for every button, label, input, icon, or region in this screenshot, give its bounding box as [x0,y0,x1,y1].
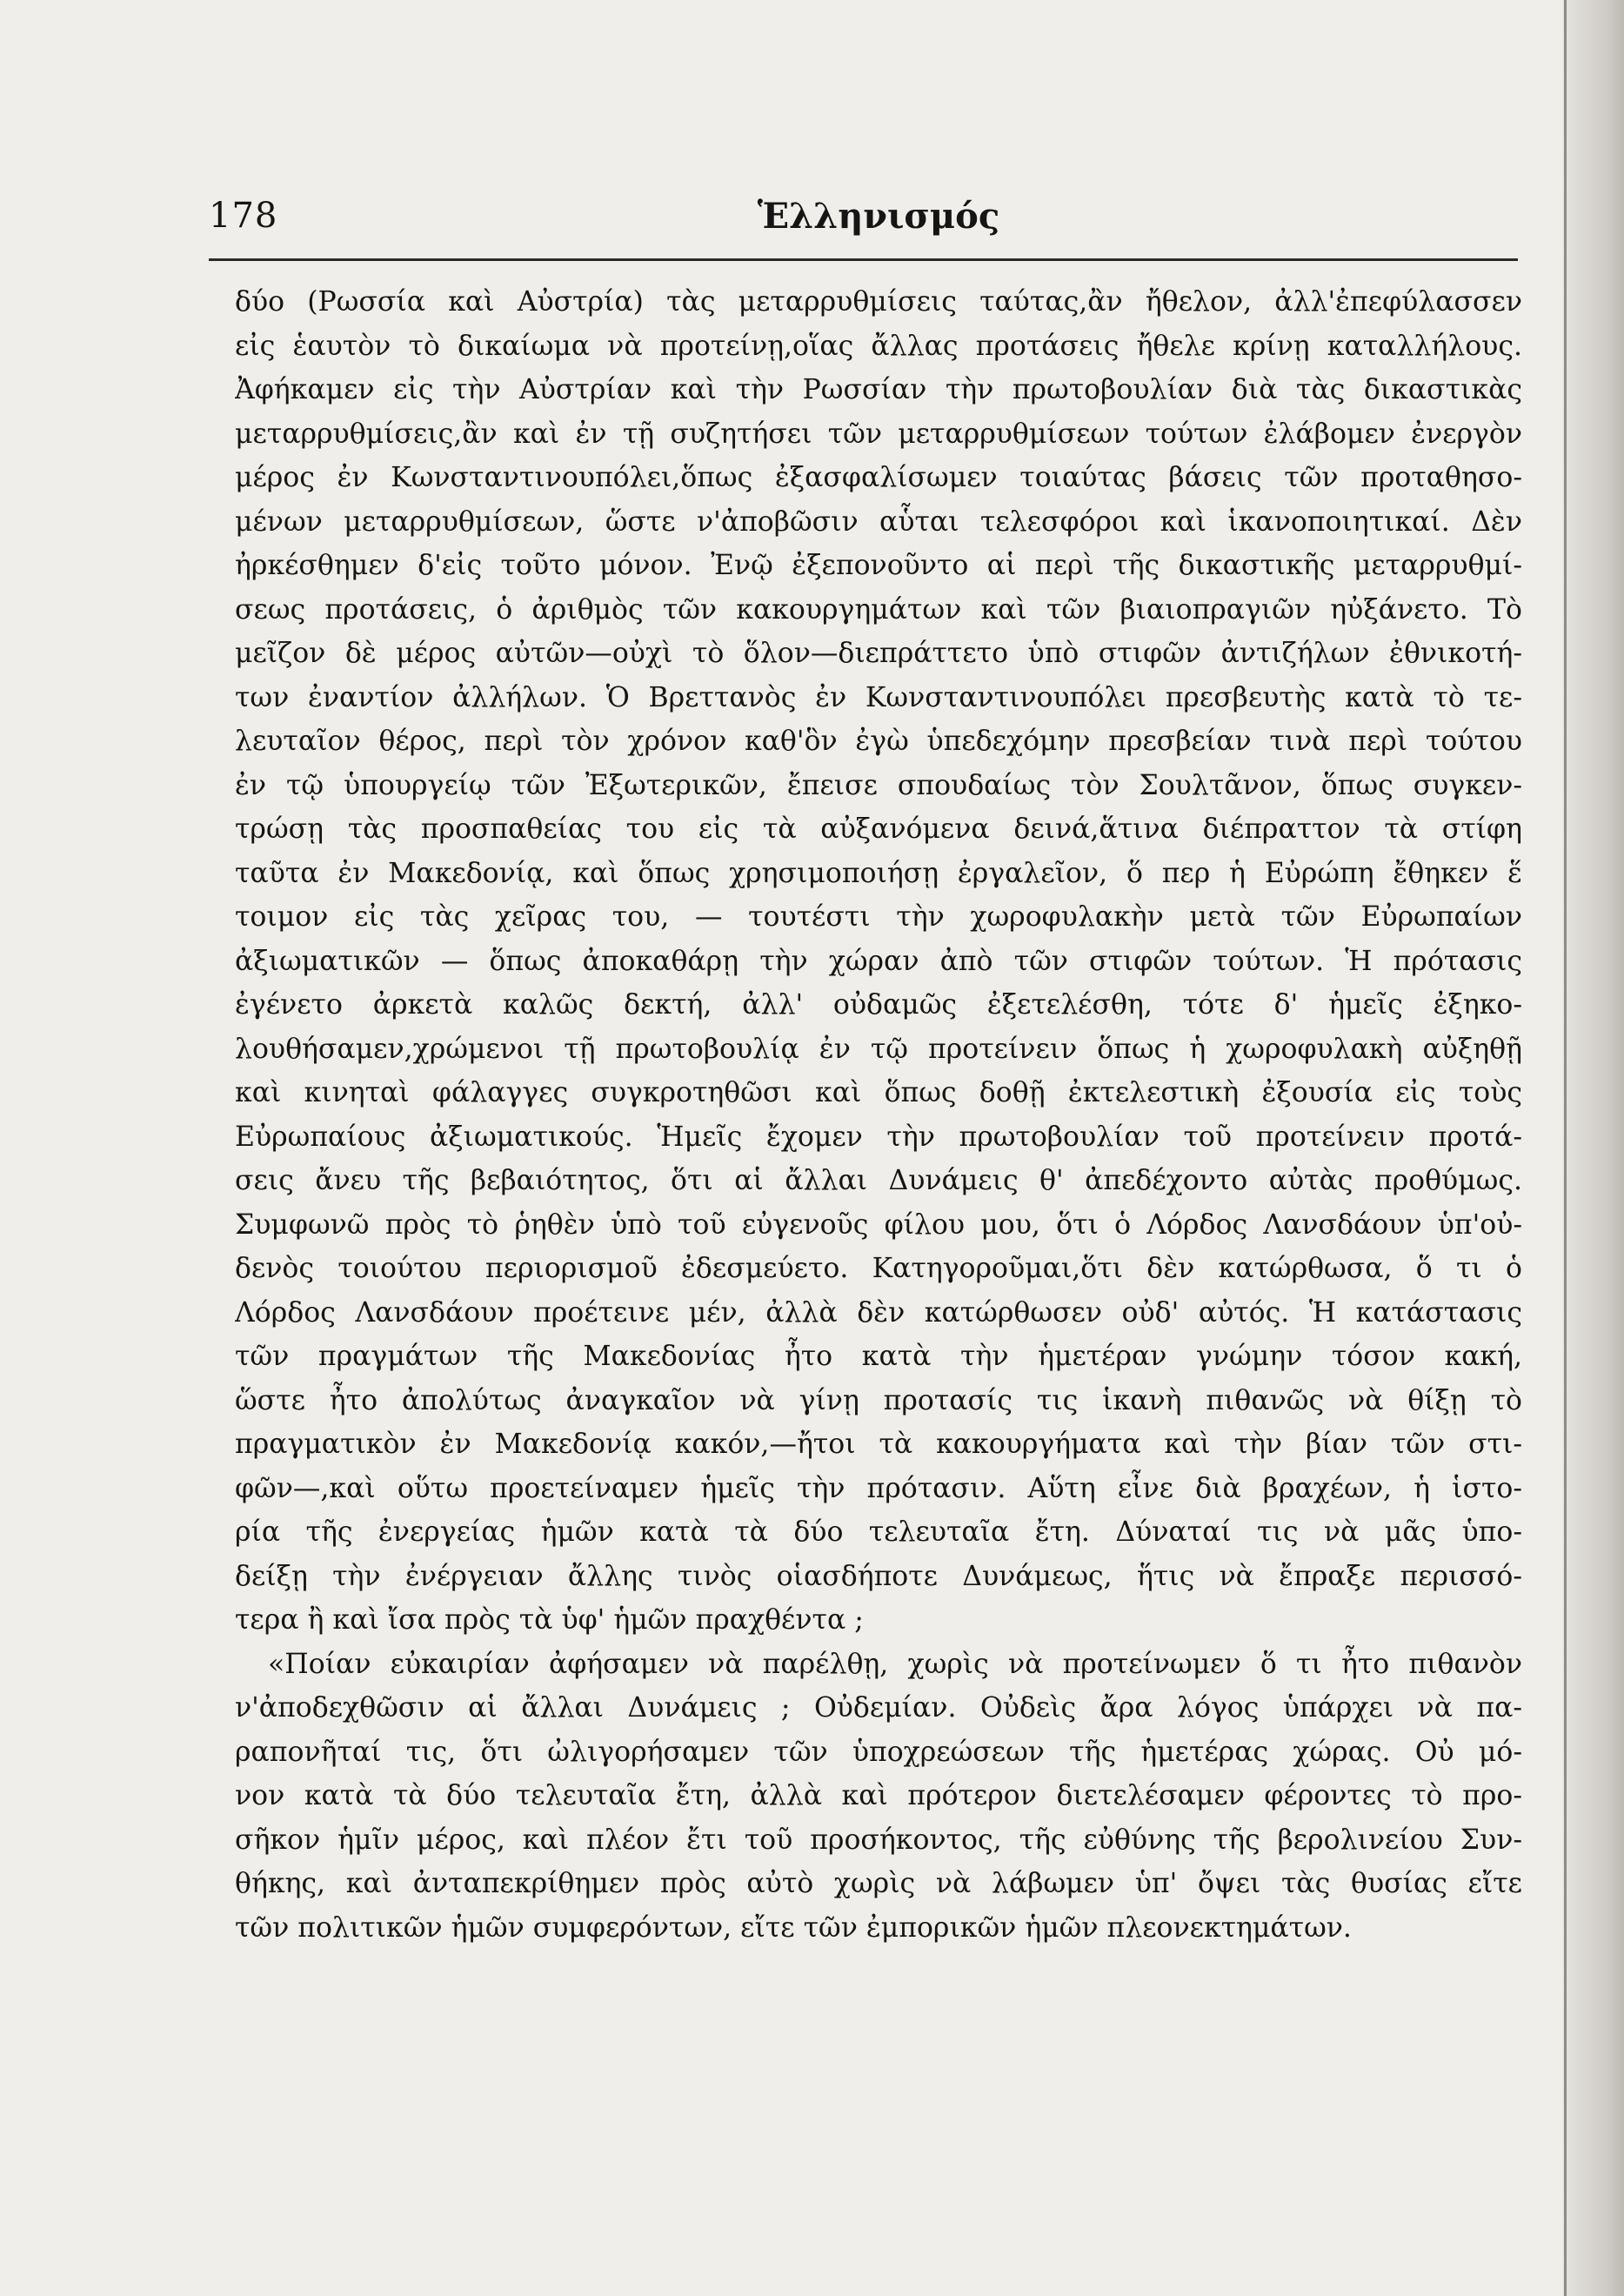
text-line: δενὸς τοιούτου περιορισμοῦ ἐδεσμεύετο. Κατηγοροῦμαι,ὅτι δὲν κατώρθωσα, ὅ τι ὁ [235,1253,1522,1284]
text-line: ἠρκέσθημεν δ'εἰς τοῦτο μόνον. Ἐνῷ ἐξεπονοῦντο αἱ περὶ τῆς δικαστικῆς μεταρρυθμί- [235,550,1522,581]
text-line: Λόρδος Λανσδάουν προέτεινε μέν, ἀλλὰ δὲν κατώρθωσεν οὐδ' αὐτός. Ἡ κατάστασις [235,1296,1522,1329]
page-edge-line [1564,0,1567,2296]
text-line: Συμφωνῶ πρὸς τὸ ῥηθὲν ὑπὸ τοῦ εὐγενοῦς φίλου μου, ὅτι ὁ Λόρδος Λανσδάουν ὑπ'οὐ- [235,1208,1522,1241]
text-line: μένων μεταρρυθμίσεων, ὥστε ν'ἀποβῶσιν αὗται τελεσφόροι καὶ ἱκανοποιητικαί. Δὲν [235,505,1522,538]
text-line: τῶν πολιτικῶν ἡμῶν συμφερόντων, εἴτε τῶν ἐμπορικῶν ἡμῶν πλεονεκτημάτων. [235,1911,1352,1944]
text-line: δείξῃ τὴν ἐνέργειαν ἄλλης τινὸς οἱασδήποτε Δυνάμεως, ἥτις νὰ ἔπραξε περισσό- [235,1560,1522,1592]
text-line: τρώσῃ τὰς προσπαθείας του εἰς τὰ αὐξανόμενα δεινά,ἅτινα διέπραττον τὰ στίφη [235,813,1522,845]
text-line: μέρος ἐν Κωνσταντινουπόλει,ὅπως ἐξασφαλίσωμεν τοιαύτας βάσεις τῶν προταθησο- [235,462,1522,493]
text-line: μεταρρυθμίσεις,ἂν καὶ ἐν τῇ συζητήσει τῶν μεταρρυθμίσεων τούτων ἐλάβομεν ἐνεργὸν [235,418,1522,450]
running-header [209,196,1514,248]
page-edge-shadow [1563,0,1624,2296]
text-line: καὶ κινηταὶ φάλαγγες συγκροτηθῶσι καὶ ὅπως δοθῇ ἐκτελεστικὴ ἐξουσία εἰς τοὺς [235,1077,1522,1108]
text-line: εἰς ἑαυτὸν τὸ δικαίωμα νὰ προτείνῃ,οἵας ἄλλας προτάσεις ἤθελε κρίνῃ καταλλήλους. [235,330,1522,362]
text-line: σῆκον ἡμῖν μέρος, καὶ πλέον ἔτι τοῦ προσήκοντος, τῆς εὐθύνης τῆς βερολινείου Συν- [235,1824,1522,1856]
page-number: 178 [209,196,278,236]
text-line: πραγματικὸν ἐν Μακεδονίᾳ κακόν,—ἤτοι τὰ κακουργήματα καὶ τὴν βίαν τῶν στι- [235,1429,1522,1460]
body-text [235,280,1522,1950]
text-line: ραπονῆταί τις, ὅτι ὠλιγορήσαμεν τῶν ὑποχρεώσεων τῆς ἡμετέρας χώρας. Οὐ μό- [235,1736,1522,1768]
text-line: λευταῖον θέρος, περὶ τὸν χρόνον καθ'ὃν ἐγὼ ὑπεδεχόμην πρεσβείαν τινὰ περὶ τούτου [235,726,1522,757]
text-line: τοιμον εἰς τὰς χεῖρας του, — τουτέστι τὴν χωροφυλακὴν μετὰ τῶν Εὐρωπαίων [235,901,1522,933]
text-line: ν'ἀποδεχθῶσιν αἱ ἄλλαι Δυνάμεις ; Οὐδεμίαν. Οὐδεὶς ἄρα λόγος ὑπάρχει νὰ πα- [235,1692,1522,1724]
text-line: Ἀφήκαμεν εἰς τὴν Αὐστρίαν καὶ τὴν Ρωσσίαν τὴν πρωτοβουλίαν διὰ τὰς δικαστικὰς [235,374,1522,405]
text-line: μεῖζον δὲ μέρος αὐτῶν—οὐχὶ τὸ ὅλον—διεπράττετο ὑπὸ στιφῶν ἀντιζήλων ἐθνικοτή- [235,638,1522,669]
text-line: ρία τῆς ἐνεργείας ἡμῶν κατὰ τὰ δύο τελευταῖα ἔτη. Δύναταί τις νὰ μᾶς ὑπο- [235,1516,1522,1548]
text-line: ἐγένετο ἀρκετὰ καλῶς δεκτή, ἀλλ' οὐδαμῶς ἐξετελέσθη, τότε δ' ἡμεῖς ἐξηκο- [235,989,1522,1021]
text-line: σεις ἄνευ τῆς βεβαιότητος, ὅτι αἱ ἄλλαι Δυνάμεις θ' ἀπεδέχοντο αὐτὰς προθύμως. [235,1165,1522,1196]
text-line: τῶν πραγμάτων τῆς Μακεδονίας ἦτο κατὰ τὴν ἡμετέραν γνώμην τόσον κακή, [235,1341,1522,1372]
text-line: τερα ἢ καὶ ἴσα πρὸς τὰ ὑφ' ἡμῶν πραχθέντα ; [235,1604,864,1636]
text-line: σεως προτάσεις, ὁ ἀριθμὸς τῶν κακουργημάτων καὶ τῶν βιαιοπραγιῶν ηὐξάνετο. Τὸ [235,593,1522,626]
text-line: Εὐρωπαίους ἀξιωματικούς. Ἡμεῖς ἔχομεν τὴν πρωτοβουλίαν τοῦ προτείνειν προτά- [235,1121,1522,1153]
text-line: ἐν τῷ ὑπουργείῳ τῶν Ἐξωτερικῶν, ἔπεισε σπουδαίως τὸν Σουλτᾶνον, ὅπως συγκεν- [235,769,1522,801]
text-line: ταῦτα ἐν Μακεδονίᾳ, καὶ ὅπως χρησιμοποιήσῃ ἐργαλεῖον, ὅ περ ἡ Εὐρώπη ἔθηκεν ἕ [235,857,1522,889]
text-line: ἀξιωματικῶν — ὅπως ἀποκαθάρῃ τὴν χώραν ἀπὸ τῶν στιφῶν τούτων. Ἡ πρότασις [235,945,1522,977]
text-line: φῶν—,καὶ οὕτω προετείναμεν ἡμεῖς τὴν πρότασιν. Αὕτη εἶνε διὰ βραχέων, ἡ ἱστο- [235,1472,1522,1504]
header-rule [209,258,1518,261]
text-line: νον κατὰ τὰ δύο τελευταῖα ἔτη, ἀλλὰ καὶ πρότερον διετελέσαμεν φέροντες τὸ προ- [235,1780,1522,1811]
text-line: λουθήσαμεν,χρώμενοι τῇ πρωτοβουλίᾳ ἐν τῷ προτείνειν ὅπως ἡ χωροφυλακὴ αὐξηθῇ [235,1033,1522,1065]
running-title: Ἑλληνισμός [757,196,1000,237]
text-line: ὥστε ἦτο ἀπολύτως ἀναγκαῖον νὰ γίνῃ προτασίς τις ἱκανὴ πιθανῶς νὰ θίξῃ τὸ [235,1384,1522,1416]
text-line: θήκης, καὶ ἀνταπεκρίθημεν πρὸς αὐτὸ χωρὶς νὰ λάβωμεν ὑπ' ὄψει τὰς θυσίας εἴτε [235,1868,1522,1899]
text-line: «Ποίαν εὐκαιρίαν ἀφήσαμεν νὰ παρέλθῃ, χωρὶς νὰ προτείνωμεν ὅ τι ἦτο πιθανὸν [268,1648,1522,1680]
text-line: δύο (Ρωσσία καὶ Αὐστρία) τὰς μεταρρυθμίσεις ταύτας,ἂν ἤθελον, ἀλλ'ἐπεφύλασσεν [235,286,1522,318]
text-line: των ἐναντίον ἀλλήλων. Ὁ Βρεττανὸς ἐν Κωνσταντινουπόλει πρεσβευτὴς κατὰ τὸ τε- [235,681,1522,713]
